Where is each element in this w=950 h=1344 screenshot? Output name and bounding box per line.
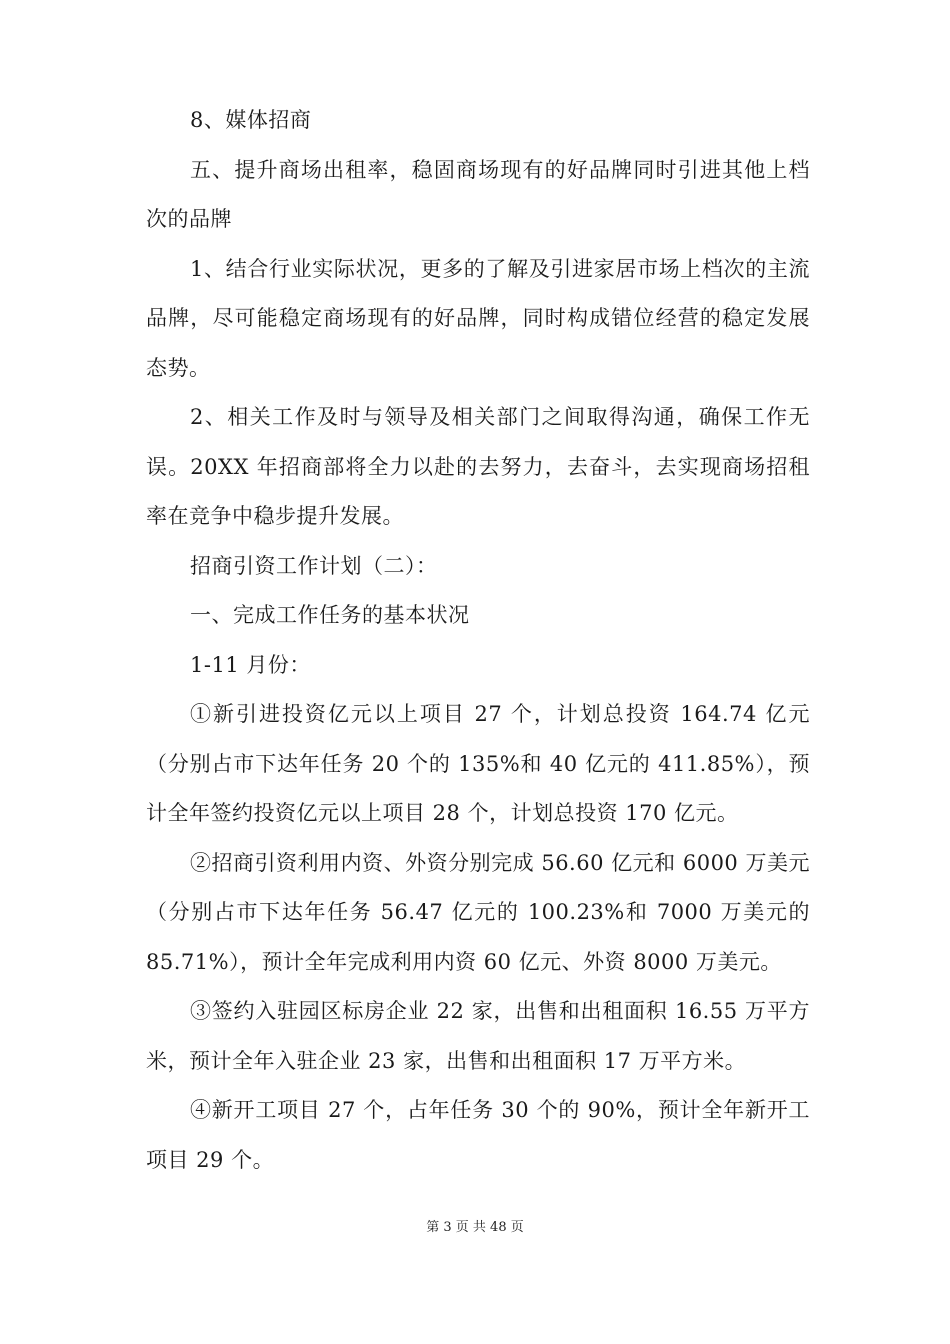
- paragraph-item-2: 2、相关工作及时与领导及相关部门之间取得沟通，确保工作无误。20XX 年招商部将全力以赴的去努力，去奋斗，去实现商场招租率在竞争中稳步提升发展。: [146, 405, 810, 528]
- paragraph-section-five-heading: 五、提升商场出租率，稳固商场现有的好品牌同时引进其他上档次的品牌: [146, 157, 810, 231]
- paragraph-item-1: 1、结合行业实际状况，更多的了解及引进家居市场上档次的主流品牌，尽可能稳定商场现有的好品牌，同时构成错位经营的稳定发展态势。: [146, 256, 810, 380]
- paragraph-point-3: ③签约入驻园区标房企业 22 家，出售和出租面积 16.55 万平方米，预计全年入驻企业 23 家，出售和出租面积 17 万平方米。: [146, 999, 810, 1073]
- document-body: [146, 96, 810, 1185]
- paragraph-media-investment: 8、媒体招商: [190, 108, 312, 132]
- paragraph-section-one-heading: 一、完成工作任务的基本状况: [190, 603, 470, 627]
- paragraph-point-2: ②招商引资利用内资、外资分别完成 56.60 亿元和 6000 万美元（分别占市下达年任务 56.47 亿元的 100.23%和 7000 万美元的 85.71%），预计全年完成利用内资 60 亿元、外资 8000 万美元。: [146, 850, 810, 974]
- paragraph-plan-two-title: 招商引资工作计划（二）：: [190, 553, 438, 578]
- page-number-footer: 第 3 页 共 48 页: [426, 1220, 524, 1235]
- paragraph-point-4: ④新开工项目 27 个，占年任务 30 个的 90%，预计全年新开工项目 29 个。: [146, 1098, 810, 1172]
- paragraph-point-1: ①新引进投资亿元以上项目 27 个，计划总投资 164.74 亿元（分别占市下达年任务 20 个的 135%和 40 亿元的 411.85%），预计全年签约投资亿元以上项目 28 个，计划总投资 170 亿元。: [146, 702, 810, 825]
- paragraph-months-label: 1-11 月份：: [190, 652, 311, 677]
